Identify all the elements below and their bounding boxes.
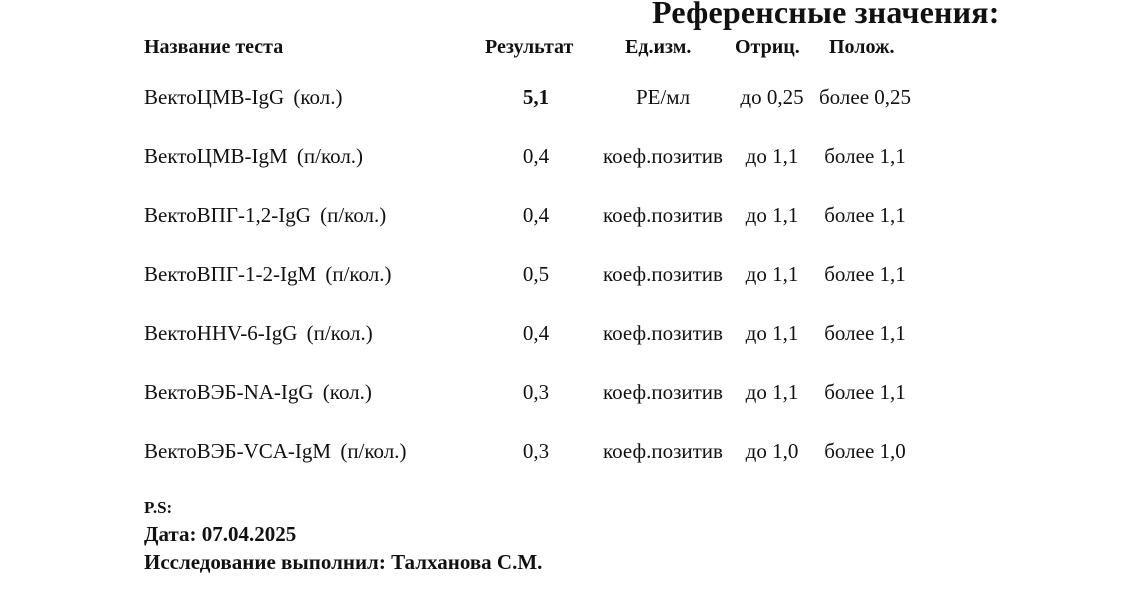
column-header-positive: Полож. <box>829 36 895 58</box>
table-row <box>0 257 1122 316</box>
test-positive-range: более 1,0 <box>824 439 906 463</box>
table-row <box>0 375 1122 434</box>
test-name: ВектоЦМВ-IgM (п/кол.) <box>144 144 364 168</box>
test-result: 0,5 <box>522 262 550 286</box>
test-negative-range: до 1,1 <box>745 144 799 168</box>
test-name: ВектоHHV-6-IgG (п/кол.) <box>144 321 373 345</box>
test-result: 0,3 <box>522 380 550 404</box>
test-name: ВектоЦМВ-IgG (кол.) <box>144 85 343 109</box>
column-header-negative: Отриц. <box>735 36 800 58</box>
table-row <box>0 434 1122 493</box>
column-header-name: Название теста <box>144 36 284 58</box>
test-positive-range: более 1,1 <box>824 203 906 227</box>
test-unit: коеф.позитив <box>603 144 723 168</box>
table-row <box>0 80 1122 139</box>
test-name: ВектоВПГ-1,2-IgG (п/кол.) <box>144 203 387 227</box>
table-row <box>0 198 1122 257</box>
test-name: ВектоВЭБ-VCA-IgM (п/кол.) <box>144 439 407 463</box>
results-table <box>0 80 1122 493</box>
test-positive-range: более 1,1 <box>824 144 906 168</box>
column-header-result: Результат <box>485 36 574 58</box>
test-positive-range: более 0,25 <box>818 85 912 109</box>
performed-by: Исследование выполнил: Талханова С.М. <box>144 550 543 574</box>
test-unit: РЕ/мл <box>635 85 691 109</box>
test-negative-range: до 1,1 <box>745 203 799 227</box>
test-positive-range: более 1,1 <box>824 262 906 286</box>
test-unit: коеф.позитив <box>603 380 723 404</box>
reference-values-heading: Референсные значения: <box>652 0 1000 30</box>
test-name: ВектоВЭБ-NA-IgG (кол.) <box>144 380 372 404</box>
test-unit: коеф.позитив <box>603 262 723 286</box>
test-name: ВектоВПГ-1-2-IgM (п/кол.) <box>144 262 392 286</box>
test-result: 5,1 <box>522 85 550 109</box>
column-header-unit: Ед.изм. <box>625 36 692 58</box>
test-unit: коеф.позитив <box>603 439 723 463</box>
test-positive-range: более 1,1 <box>824 321 906 345</box>
test-negative-range: до 1,0 <box>745 439 799 463</box>
test-positive-range: более 1,1 <box>824 380 906 404</box>
test-result: 0,4 <box>522 203 550 227</box>
test-negative-range: до 0,25 <box>740 85 804 109</box>
test-negative-range: до 1,1 <box>745 380 799 404</box>
test-negative-range: до 1,1 <box>745 262 799 286</box>
test-unit: коеф.позитив <box>603 203 723 227</box>
report-date: Дата: 07.04.2025 <box>144 522 297 546</box>
test-negative-range: до 1,1 <box>745 321 799 345</box>
test-result: 0,4 <box>522 321 550 345</box>
test-result: 0,3 <box>522 439 550 463</box>
table-row <box>0 139 1122 198</box>
table-row <box>0 316 1122 375</box>
test-result: 0,4 <box>522 144 550 168</box>
ps-note: P.S: <box>144 498 173 517</box>
test-unit: коеф.позитив <box>603 321 723 345</box>
